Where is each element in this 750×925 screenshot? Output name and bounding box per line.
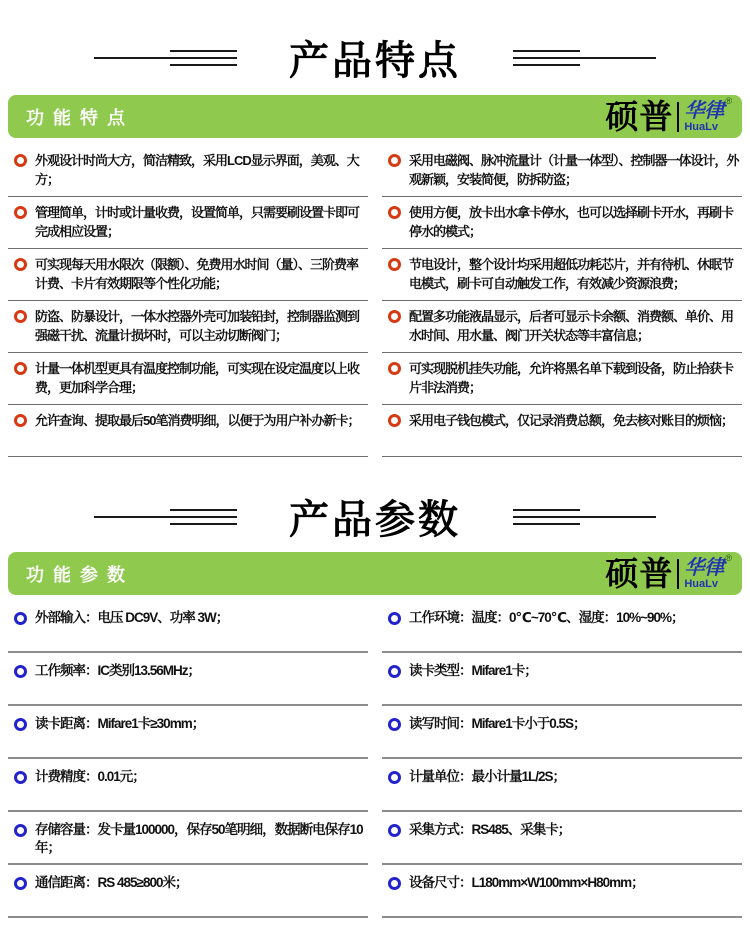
feature-item — [382, 197, 742, 249]
param-item — [8, 600, 368, 653]
param-text: 通信距离：RS 485≥800米； — [35, 875, 188, 890]
feature-item — [382, 145, 742, 197]
features-section-title: 产品特点 — [289, 39, 461, 83]
param-item — [8, 812, 368, 865]
param-text: 采集方式：RS485、采集卡； — [409, 822, 571, 837]
ring-bullet-icon — [388, 771, 401, 784]
registered-mark-icon: ® — [725, 552, 732, 563]
param-text: 工作环境：温度：0℃~70℃、湿度：10%~90%； — [409, 610, 684, 625]
brand-sub-cn: 华律 — [684, 556, 725, 579]
feature-text: 计量一体机型更具有温度控制功能，可实现在设定温度以上收费，更加科学合理； — [35, 361, 360, 395]
ring-bullet-icon — [388, 665, 401, 678]
param-text: 存储容量：发卡量100000，保存50笔明细，数据断电保存10年； — [35, 822, 363, 855]
feature-item — [382, 301, 742, 353]
param-item — [382, 812, 742, 865]
feature-text: 使用方便，放卡出水拿卡停水，也可以选择刷卡开水，再刷卡停水的模式； — [409, 205, 734, 239]
ring-bullet-icon — [388, 824, 401, 837]
features-header-bar — [8, 95, 742, 138]
title-decoration-left — [94, 509, 237, 525]
ring-bullet-icon — [14, 718, 27, 731]
brand-logo — [605, 95, 732, 135]
ring-bullet-icon — [388, 718, 401, 731]
feature-item — [8, 301, 368, 353]
ring-bullet-icon — [388, 258, 401, 271]
title-decoration-left — [94, 50, 237, 66]
param-item — [382, 706, 742, 759]
title-decoration-right — [513, 50, 656, 66]
param-item — [8, 865, 368, 918]
feature-item — [382, 405, 742, 457]
logo-divider — [677, 102, 679, 132]
param-text: 计量单位：最小计量1L/2S； — [409, 769, 566, 784]
features-title-row — [0, 0, 750, 95]
feature-item — [382, 353, 742, 405]
param-text: 工作频率：IC类别13.56MHz； — [35, 663, 201, 678]
ring-bullet-icon — [14, 665, 27, 678]
param-item — [8, 653, 368, 706]
params-title-row — [0, 457, 750, 552]
param-text: 外部输入：电压 DC9V、功率 3W； — [35, 610, 229, 625]
params-header-bar — [8, 552, 742, 595]
feature-text: 管理简单，计时或计量收费，设置简单，只需要刷设置卡即可完成相应设置； — [35, 205, 360, 239]
param-item — [382, 865, 742, 918]
ring-bullet-icon — [388, 310, 401, 323]
ring-bullet-icon — [14, 310, 27, 323]
brand-sub-block — [684, 552, 732, 590]
ring-bullet-icon — [388, 154, 401, 167]
feature-item — [382, 249, 742, 301]
param-text: 读写时间：Mifare1卡小于0.5S； — [409, 716, 586, 731]
feature-item — [8, 249, 368, 301]
registered-mark-icon: ® — [725, 95, 732, 106]
ring-bullet-icon — [14, 206, 27, 219]
param-text: 计费精度：0.01元； — [35, 769, 145, 784]
feature-text: 配置多功能液晶显示，后者可显示卡余额、消费额、单价、用水时间、用水量、阀门开关状态等丰富信息； — [409, 309, 734, 343]
ring-bullet-icon — [388, 612, 401, 625]
feature-text: 外观设计时尚大方，简洁精致，采用LCD显示界面，美观、大方； — [35, 153, 359, 187]
brand-sub-en: HuaLv — [684, 120, 718, 133]
param-item — [382, 600, 742, 653]
params-list — [8, 600, 742, 918]
feature-item — [8, 405, 368, 457]
features-bar-label: 功能特点 — [26, 107, 134, 128]
ring-bullet-icon — [14, 612, 27, 625]
feature-item — [8, 353, 368, 405]
param-text: 设备尺寸：L180mm×W100mm×H80mm； — [409, 875, 644, 890]
ring-bullet-icon — [14, 258, 27, 271]
feature-text: 节电设计，整个设计均采用超低功耗芯片，并有待机、休眠节电模式，刷卡可自动触发工作，有效减少资源浪费； — [409, 257, 734, 291]
feature-text: 可实现每天用水限次（限额）、免费用水时间（量）、三阶费率计费、卡片有效期限等个性化功能； — [35, 257, 359, 291]
ring-bullet-icon — [388, 414, 401, 427]
param-item — [8, 759, 368, 812]
feature-text: 采用电子钱包模式，仅记录消费总额，免去核对账目的烦恼； — [409, 413, 734, 428]
ring-bullet-icon — [14, 362, 27, 375]
feature-text: 可实现脱机挂失功能，允许将黑名单下载到设备，防止拾获卡片非法消费； — [409, 361, 734, 395]
brand-name-cn: 硕普 — [605, 555, 674, 592]
brand-sub-block — [684, 95, 732, 133]
title-decoration-right — [513, 509, 656, 525]
feature-item — [8, 145, 368, 197]
ring-bullet-icon — [388, 206, 401, 219]
logo-divider — [677, 559, 679, 589]
brand-name-cn: 硕普 — [605, 98, 674, 135]
param-text: 读卡距离：Mifare1卡≥30mm； — [35, 716, 205, 731]
param-text: 读卡类型：Mifare1卡； — [409, 663, 537, 678]
ring-bullet-icon — [14, 154, 27, 167]
feature-text: 采用电磁阀、脉冲流量计（计量一体型）、控制器一体设计，外观新颖，安装简便，防拆防盗； — [409, 153, 739, 187]
brand-sub-en: HuaLv — [684, 577, 718, 590]
ring-bullet-icon — [14, 771, 27, 784]
param-item — [8, 706, 368, 759]
ring-bullet-icon — [14, 414, 27, 427]
feature-text: 防盗、防暴设计，一体水控器外壳可加装铅封，控制器监测到强磁干扰、流量计损坏时，可以主动切断阀门； — [35, 309, 360, 343]
feature-item — [8, 197, 368, 249]
brand-logo — [605, 552, 732, 592]
params-bar-label: 功能参数 — [26, 564, 134, 585]
features-list — [8, 145, 742, 457]
param-item — [382, 653, 742, 706]
param-item — [382, 759, 742, 812]
params-section-title: 产品参数 — [289, 498, 461, 542]
ring-bullet-icon — [388, 362, 401, 375]
ring-bullet-icon — [14, 824, 27, 837]
ring-bullet-icon — [14, 877, 27, 890]
ring-bullet-icon — [388, 877, 401, 890]
brand-sub-cn: 华律 — [684, 99, 725, 122]
feature-text: 允许查询、提取最后50笔消费明细，以便于为用户补办新卡； — [35, 413, 360, 428]
